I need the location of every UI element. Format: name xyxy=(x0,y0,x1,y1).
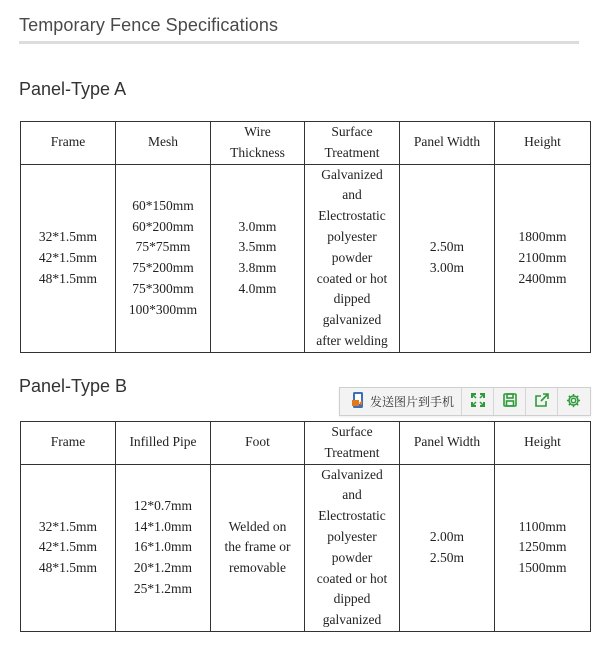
settings-button[interactable] xyxy=(558,388,589,415)
column-header xyxy=(211,422,305,465)
cell-line: Welded on xyxy=(228,518,287,534)
cell-line: powder xyxy=(331,249,373,265)
cell-line: 1250mm xyxy=(518,539,567,555)
table-cell xyxy=(116,164,211,352)
cell-line: 60*200mm xyxy=(132,218,194,234)
share-icon xyxy=(535,393,549,410)
column-header xyxy=(305,122,400,165)
save-icon xyxy=(503,393,517,410)
cell-line: 3.8mm xyxy=(238,260,277,276)
cell-line: 25*1.2mm xyxy=(133,580,193,596)
cell-line: 3.0mm xyxy=(238,218,277,234)
cell-line: galvanized xyxy=(322,612,382,628)
cell-line: 20*1.2mm xyxy=(133,560,193,576)
column-header xyxy=(305,422,400,465)
cell-line: 42*1.5mm xyxy=(38,539,98,555)
cell-line: 3.5mm xyxy=(238,239,277,255)
cell-line: 48*1.5mm xyxy=(38,270,98,286)
settings-icon xyxy=(566,393,581,411)
cell-line: Frame xyxy=(50,134,86,150)
cell-line: coated or hot xyxy=(316,570,388,586)
cell-line: 100*300mm xyxy=(128,301,198,317)
column-header xyxy=(400,122,495,165)
table-cell xyxy=(211,164,305,352)
table-cell xyxy=(116,464,211,631)
cell-line: 14*1.0mm xyxy=(133,518,193,534)
cell-line: Panel Width xyxy=(413,134,481,150)
cell-line: 16*1.0mm xyxy=(133,539,193,555)
fullscreen-icon xyxy=(471,393,485,410)
table-cell xyxy=(211,464,305,631)
cell-line: Height xyxy=(524,434,561,450)
cell-line: 2.50m xyxy=(429,549,465,565)
column-header xyxy=(21,422,116,465)
cell-line: Electrostatic xyxy=(318,208,386,224)
cell-line: 32*1.5mm xyxy=(38,228,98,244)
column-header xyxy=(400,422,495,465)
share-button[interactable] xyxy=(526,388,558,415)
send-to-phone-icon xyxy=(350,391,366,412)
column-header xyxy=(211,122,305,165)
cell-line: Galvanized xyxy=(321,466,383,482)
cell-line: Wire xyxy=(244,124,271,139)
panel-a-heading: Panel-Type A xyxy=(19,79,127,99)
cell-line: Mesh xyxy=(148,134,178,150)
table-cell xyxy=(305,164,400,352)
cell-line: dipped xyxy=(333,291,371,307)
cell-line: 75*200mm xyxy=(132,260,194,276)
cell-line: 2400mm xyxy=(518,270,567,286)
cell-line: 60*150mm xyxy=(132,197,194,213)
cell-line: 2.00m xyxy=(429,528,465,544)
cell-line: 42*1.5mm xyxy=(38,249,98,265)
column-header xyxy=(495,122,591,165)
cell-line: 32*1.5mm xyxy=(38,518,98,534)
table-header-row xyxy=(21,122,591,165)
panel-b-spec-table xyxy=(20,421,591,632)
cell-line: Treatment xyxy=(324,144,380,160)
cell-line: coated or hot xyxy=(316,270,388,286)
table-cell xyxy=(495,464,591,631)
cell-line: 1800mm xyxy=(518,228,567,244)
cell-line: Infilled Pipe xyxy=(129,434,197,450)
cell-line: 3.00m xyxy=(429,260,465,276)
cell-line: Electrostatic xyxy=(318,508,386,524)
cell-line: galvanized xyxy=(322,312,382,328)
title-divider xyxy=(19,41,579,44)
cell-line: 1500mm xyxy=(518,560,567,576)
cell-line: polyester xyxy=(327,528,377,544)
table-cell xyxy=(21,164,116,352)
cell-line: removable xyxy=(229,560,286,576)
table-row xyxy=(21,164,591,352)
cell-line: Frame xyxy=(50,434,86,450)
cell-line: the frame or xyxy=(224,539,291,555)
table-row xyxy=(21,464,591,631)
column-header xyxy=(495,422,591,465)
column-header xyxy=(116,422,211,465)
cell-line: 4.0mm xyxy=(238,280,277,296)
cell-line: Galvanized xyxy=(321,166,383,182)
cell-line: 12*0.7mm xyxy=(133,497,193,513)
table-cell xyxy=(305,464,400,631)
send-to-phone-button[interactable] xyxy=(340,388,462,415)
cell-line: 2.50m xyxy=(429,239,465,255)
cell-line: Surface xyxy=(331,124,373,139)
cell-line: 75*75mm xyxy=(135,239,191,255)
cell-line: 1100mm xyxy=(518,518,567,534)
table-cell xyxy=(400,464,495,631)
panel-a-spec-table xyxy=(20,121,591,353)
cell-line: Surface xyxy=(331,424,373,439)
fullscreen-button[interactable] xyxy=(462,388,494,415)
cell-line: Thickness xyxy=(230,144,285,160)
cell-line: powder xyxy=(331,549,373,565)
cell-line: polyester xyxy=(327,228,377,244)
table-header-row xyxy=(21,422,591,465)
table-cell xyxy=(21,464,116,631)
cell-line: Treatment xyxy=(324,444,380,460)
cell-line: dipped xyxy=(333,591,371,607)
cell-line: and xyxy=(342,187,362,203)
cell-line: after welding xyxy=(316,332,388,348)
cell-line: Foot xyxy=(245,434,270,450)
save-button[interactable] xyxy=(494,388,526,415)
column-header xyxy=(21,122,116,165)
table-cell xyxy=(495,164,591,352)
page-title: Temporary Fence Specifications xyxy=(19,15,279,35)
cell-line: Height xyxy=(524,134,561,150)
cell-line: 2100mm xyxy=(518,249,567,265)
image-share-toolbar xyxy=(339,387,591,416)
send-to-phone-label: 发送图片到手机 xyxy=(370,395,455,409)
cell-line: Panel Width xyxy=(413,434,481,450)
cell-line: 48*1.5mm xyxy=(38,560,98,576)
panel-b-heading: Panel-Type B xyxy=(19,376,128,396)
column-header xyxy=(116,122,211,165)
cell-line: and xyxy=(342,487,362,503)
table-cell xyxy=(400,164,495,352)
cell-line: 75*300mm xyxy=(132,280,194,296)
